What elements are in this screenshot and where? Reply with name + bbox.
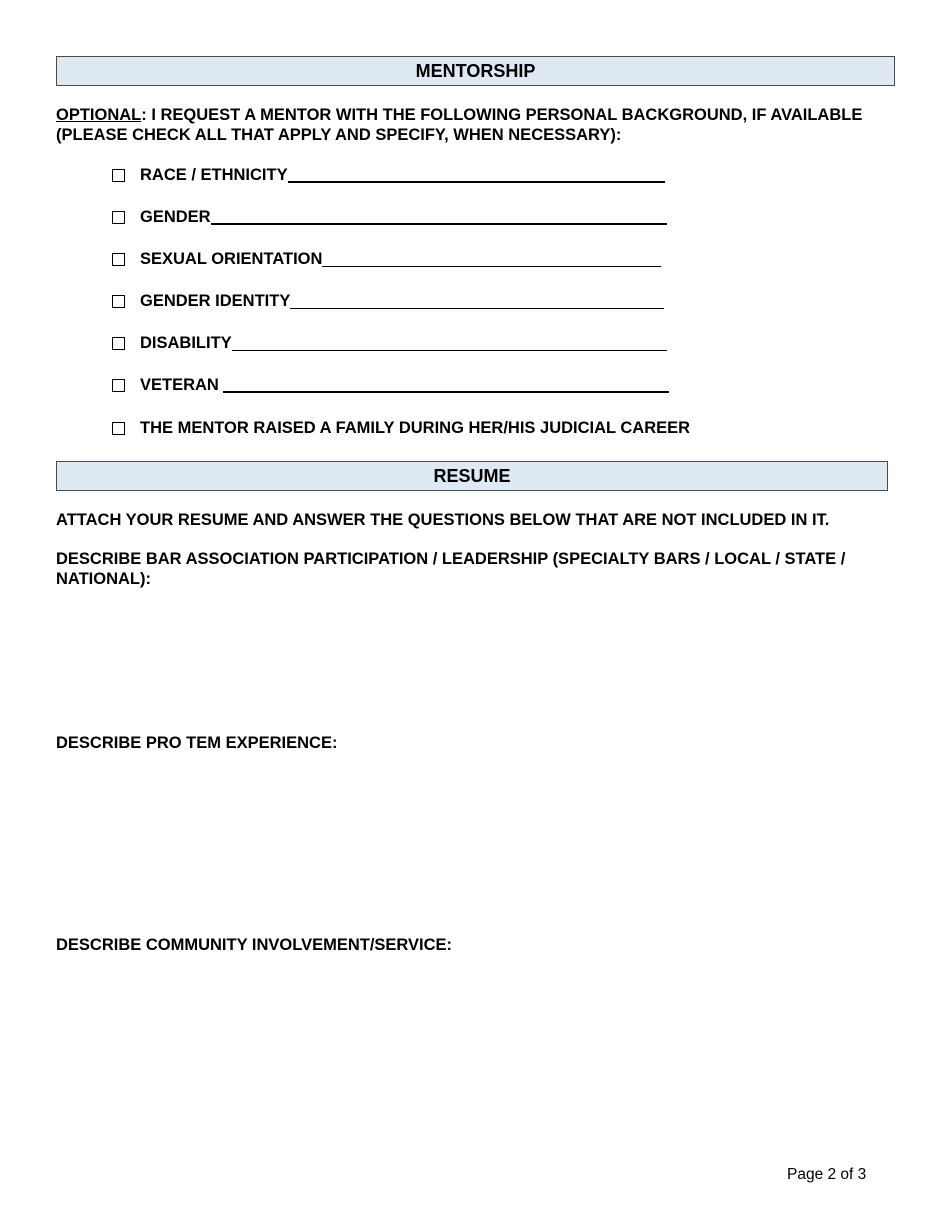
- mentor-request-line-2: (PLEASE CHECK ALL THAT APPLY AND SPECIFY, WHEN NECESSARY):: [56, 126, 622, 144]
- gender-identity-checkbox[interactable]: [112, 295, 125, 308]
- mentor-request-line-1: [56, 105, 862, 125]
- mentor-option-sexual-orientation: [112, 249, 661, 269]
- veteran-input-line[interactable]: [223, 391, 669, 393]
- community-involvement-question: DESCRIBE COMMUNITY INVOLVEMENT/SERVICE:: [56, 936, 453, 954]
- veteran-checkbox[interactable]: [112, 379, 125, 392]
- mentor-option-gender: [112, 207, 667, 227]
- mentor-request-line-1-rest: : I REQUEST A MENTOR WITH THE FOLLOWING PERSONAL BACKGROUND, IF AVAILABLE: [141, 106, 863, 124]
- raised-family-label: THE MENTOR RAISED A FAMILY DURING HER/HIS JUDICIAL CAREER: [140, 419, 691, 437]
- optional-label: OPTIONAL: [56, 106, 142, 124]
- mentor-option-veteran: [112, 375, 669, 395]
- mentor-option-disability: [112, 333, 667, 353]
- mentorship-header-text: MENTORSHIP: [415, 60, 536, 81]
- page-number: Page 2 of 3: [787, 1166, 867, 1183]
- mentor-option-race-ethnicity: [112, 165, 665, 185]
- attach-resume-instruction: ATTACH YOUR RESUME AND ANSWER THE QUESTIONS BELOW THAT ARE NOT INCLUDED IN IT.: [56, 511, 830, 529]
- bar-association-question: [56, 549, 845, 589]
- sexual-orientation-label: SEXUAL ORIENTATION: [140, 250, 323, 268]
- gender-input-line[interactable]: [211, 223, 667, 225]
- pro-tem-question: DESCRIBE PRO TEM EXPERIENCE:: [56, 734, 338, 752]
- bar-association-question-line-1: DESCRIBE BAR ASSOCIATION PARTICIPATION / LEADERSHIP (SPECIALTY BARS / LOCAL / STATE /: [56, 550, 846, 568]
- sexual-orientation-input-line[interactable]: [322, 266, 661, 267]
- disability-input-line[interactable]: [232, 350, 667, 351]
- bar-association-question-line-2: NATIONAL):: [56, 570, 152, 588]
- mentor-request-instructions: [56, 105, 862, 145]
- gender-label: GENDER: [140, 208, 211, 226]
- veteran-label: VETERAN: [140, 376, 219, 394]
- resume-header-text: RESUME: [433, 465, 511, 486]
- disability-label: DISABILITY: [140, 334, 232, 352]
- sexual-orientation-checkbox[interactable]: [112, 253, 125, 266]
- race-ethnicity-label: RACE / ETHNICITY: [140, 166, 288, 184]
- gender-identity-label: GENDER IDENTITY: [140, 292, 291, 310]
- disability-checkbox[interactable]: [112, 337, 125, 350]
- gender-checkbox[interactable]: [112, 211, 125, 224]
- mentor-option-gender-identity: [112, 291, 664, 311]
- resume-section-header: [56, 461, 888, 491]
- race-ethnicity-input-line[interactable]: [288, 181, 665, 183]
- race-ethnicity-checkbox[interactable]: [112, 169, 125, 182]
- mentor-option-raised-family: [112, 418, 690, 438]
- gender-identity-input-line[interactable]: [290, 308, 664, 309]
- mentorship-section-header: [56, 56, 895, 86]
- raised-family-checkbox[interactable]: [112, 422, 125, 435]
